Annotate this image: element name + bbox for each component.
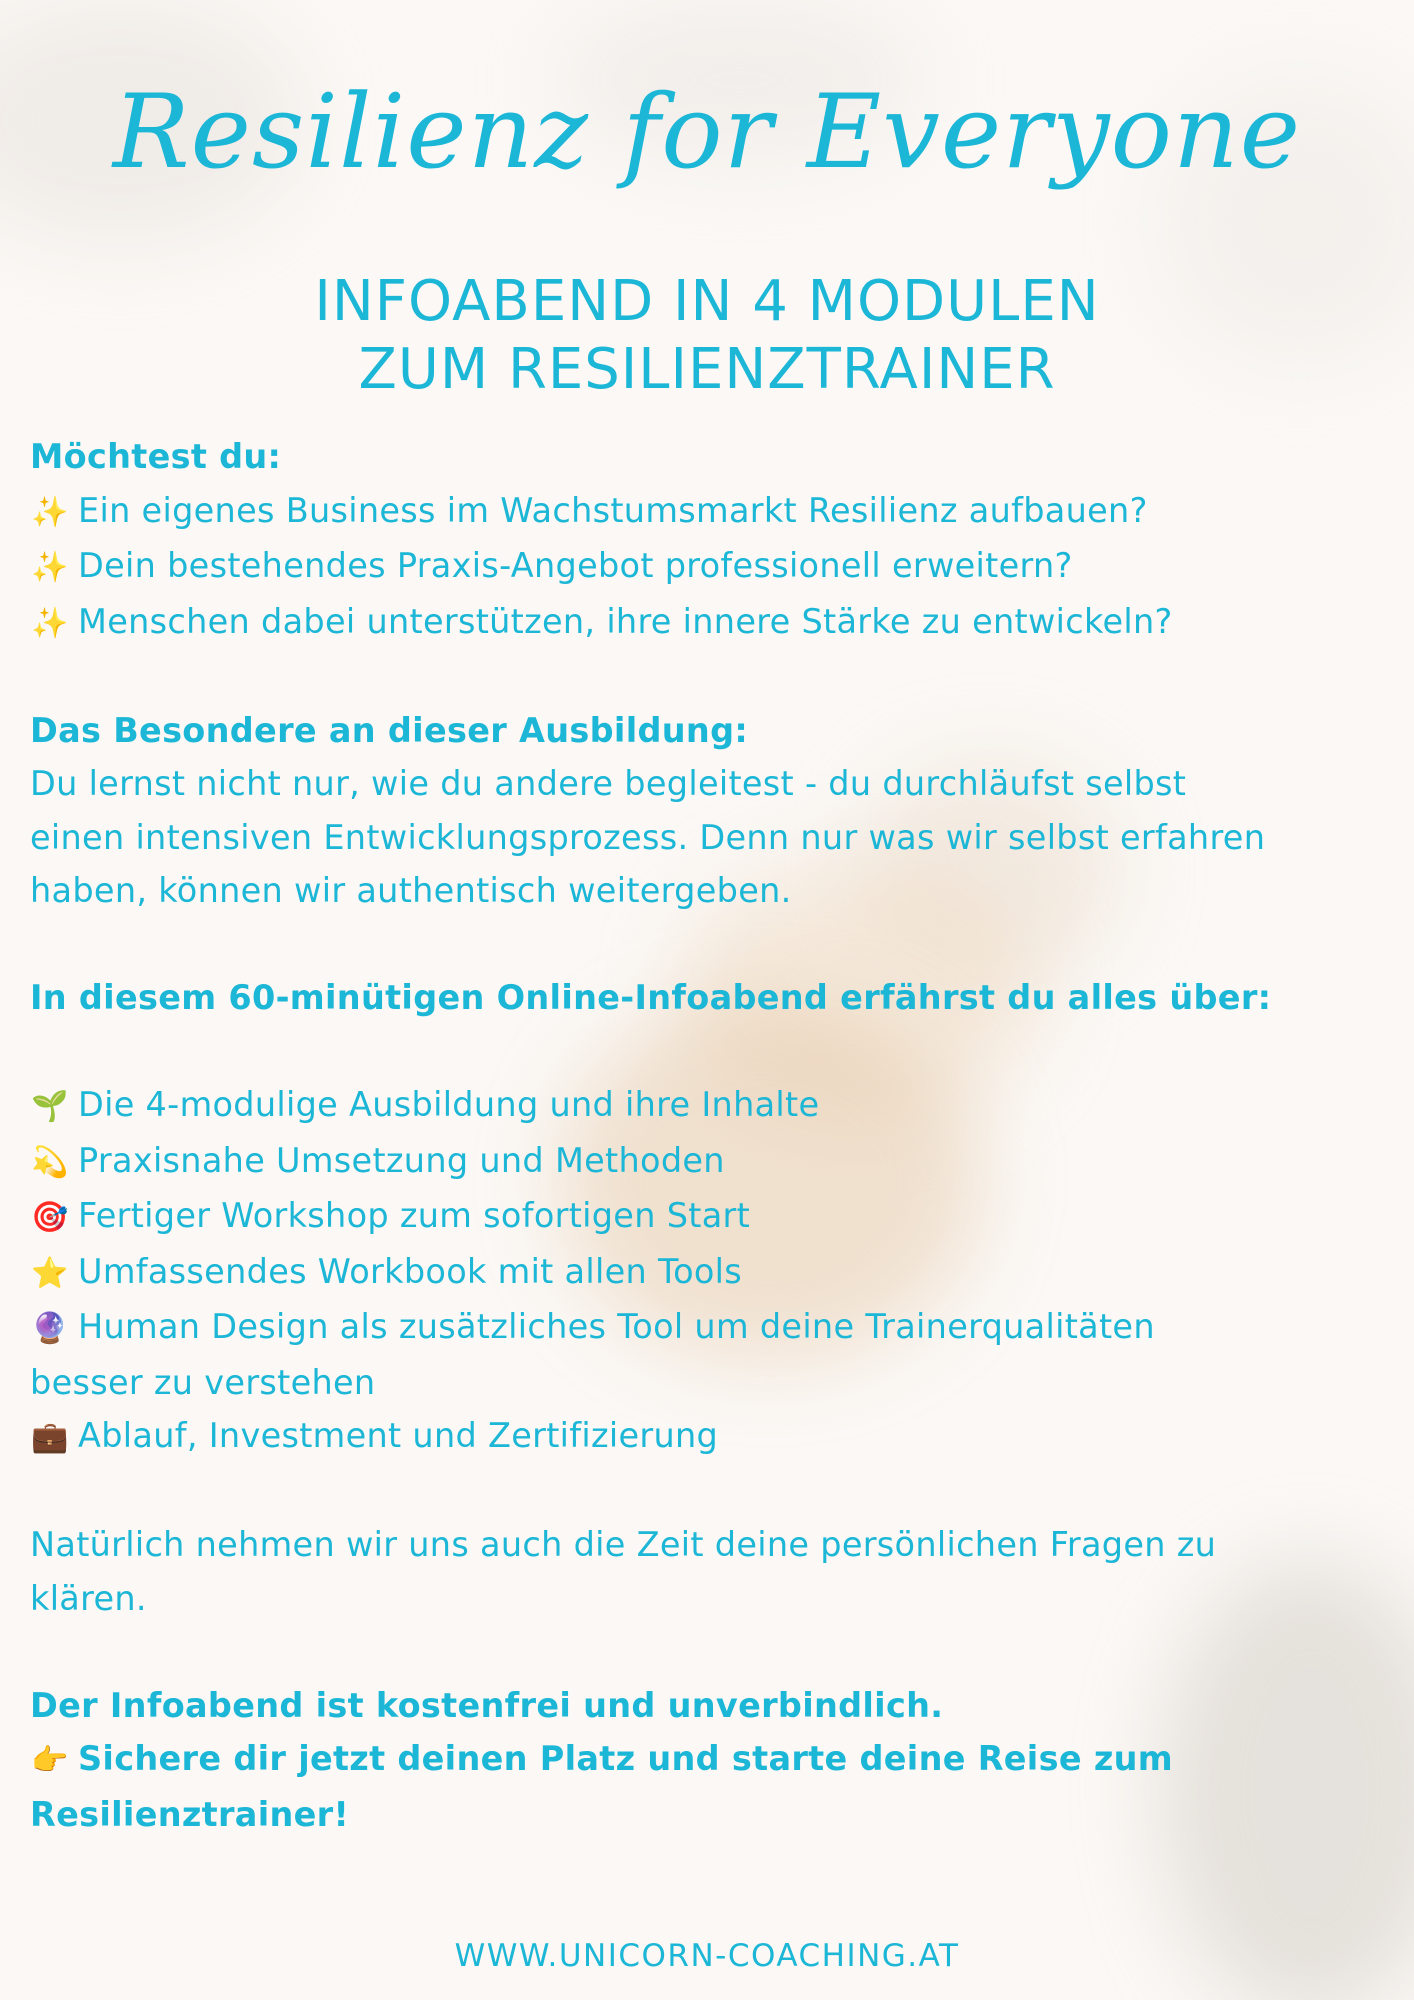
agenda-heading: In diesem 60-minütigen Online-Infoabend erfährst du alles über:: [30, 978, 1272, 1017]
pointing-hand-icon: 👉: [31, 1743, 69, 1778]
cta-line: [30, 1732, 1400, 1788]
special-text-line: Du lernst nicht nur, wie du andere begleitest - du durchläufst selbst: [30, 764, 1187, 803]
agenda-item-continuation: besser zu verstehen: [30, 1362, 376, 1402]
agenda-item-text: Die 4-modulige Ausbildung und ihre Inhalte: [78, 1085, 820, 1124]
sparkles-icon: ✨: [31, 494, 69, 530]
agenda-item-text: Fertiger Workshop zum sofortigen Start: [78, 1196, 751, 1235]
spacer: [30, 1465, 1400, 1519]
agenda-item-text: Praxisnahe Umsetzung und Methoden: [78, 1140, 725, 1180]
subtitle-line: ZUM RESILIENZTRAINER: [358, 337, 1056, 402]
spacer: [30, 1025, 1400, 1079]
agenda-item: [30, 1409, 1400, 1465]
agenda-item: [30, 1078, 1400, 1134]
agenda-item: [30, 1300, 1400, 1356]
spacer: [30, 918, 1400, 972]
agenda-item-text: Human Design als zusätzliches Tool um deine Trainerqualitäten: [78, 1307, 1155, 1346]
special-heading: Das Besondere an dieser Ausbildung:: [30, 710, 749, 750]
agenda-item: [30, 1189, 1400, 1245]
target-icon: 🎯: [31, 1200, 69, 1235]
sparkles-icon: ✨: [31, 550, 69, 585]
agenda-item-text: Umfassendes Workbook mit allen Tools: [78, 1251, 743, 1291]
spacer: [30, 1625, 1400, 1679]
subtitle: [0, 268, 1414, 404]
agenda-item-text: Ablauf, Investment und Zertifizierung: [78, 1416, 719, 1455]
agenda-item: [30, 1134, 1400, 1190]
intro-item: [30, 595, 1400, 651]
cta-line: Resilienztrainer!: [30, 1794, 350, 1834]
agenda-item: [30, 1245, 1400, 1301]
crystal-ball-icon: 🔮: [31, 1311, 69, 1346]
seedling-icon: 🌱: [31, 1089, 69, 1124]
website-url: WWW.UNICORN-COACHING.AT: [454, 1938, 960, 1974]
sparkles-icon: ✨: [31, 605, 69, 641]
intro-item-text: Ein eigenes Business im Wachstumsmarkt Resilienz aufbauen?: [78, 490, 1148, 530]
special-text-line: einen intensiven Entwicklungsprozess. Denn nur was wir selbst erfahren: [30, 817, 1266, 857]
intro-item-text: Menschen dabei unterstützen, ihre innere Stärke zu entwickeln?: [78, 601, 1173, 641]
cta-line: Der Infoabend ist kostenfrei und unverbindlich.: [30, 1685, 944, 1725]
briefcase-icon: 💼: [31, 1420, 69, 1455]
questions-line: Natürlich nehmen wir uns auch die Zeit deine persönlichen Fragen zu: [30, 1525, 1217, 1564]
script-title: Resilienz for Everyone: [112, 73, 1302, 192]
intro-item: [30, 539, 1400, 595]
body-text: [30, 430, 1400, 1841]
star-icon: ⭐: [31, 1255, 69, 1291]
intro-heading: Möchtest du:: [30, 437, 282, 476]
intro-item-text: Dein bestehendes Praxis-Angebot professionell erweitern?: [78, 546, 1073, 585]
questions-line: klären.: [30, 1578, 147, 1618]
intro-item: [30, 484, 1400, 540]
dizzy-star-icon: 💫: [31, 1144, 69, 1180]
subtitle-line: INFOABEND IN 4 MODULEN: [314, 269, 1100, 334]
cta-text: Sichere dir jetzt deinen Platz und starte deine Reise zum: [78, 1739, 1173, 1778]
special-text-line: haben, können wir authentisch weitergeben.: [30, 871, 792, 910]
spacer: [30, 650, 1400, 704]
